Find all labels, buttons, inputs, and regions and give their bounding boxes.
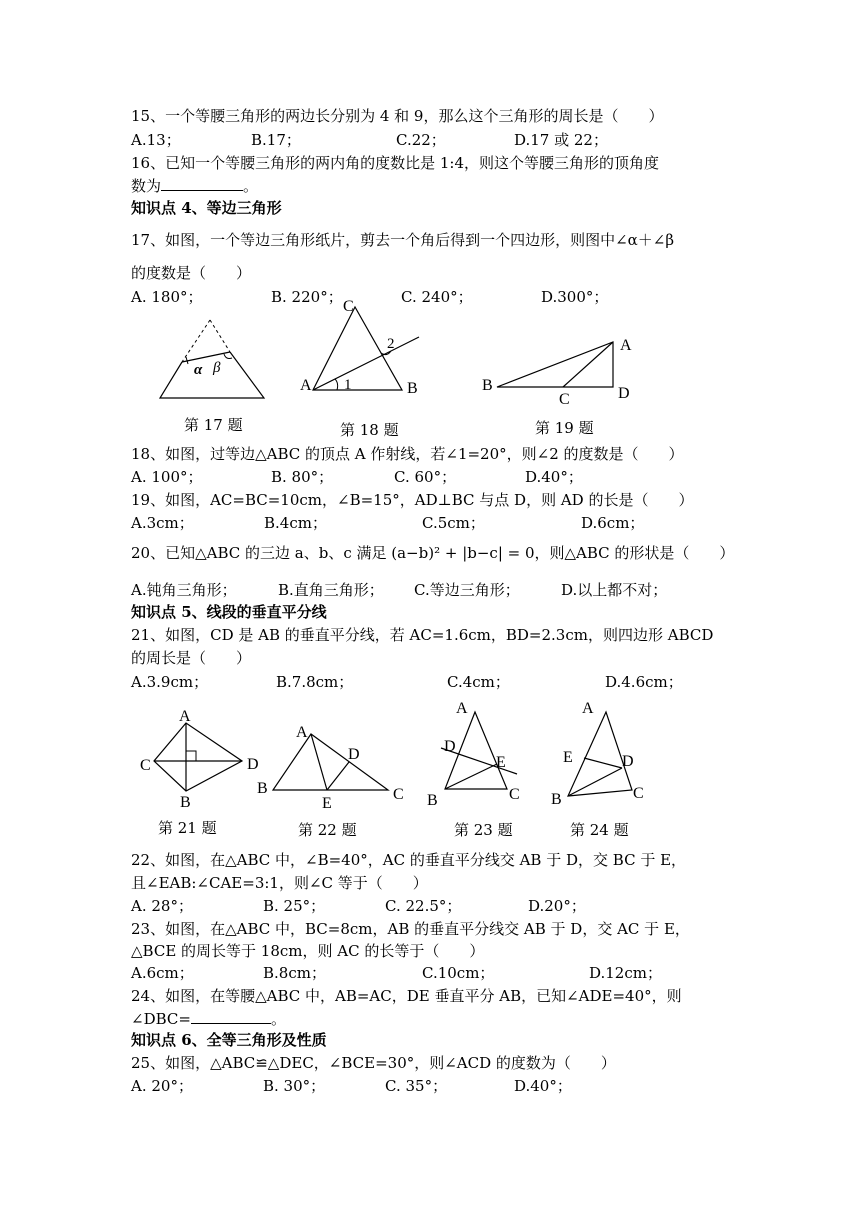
fig22-label-e: E xyxy=(322,795,332,812)
fig21-label-d: D xyxy=(247,756,259,773)
fig22-label-d: D xyxy=(348,746,360,763)
fig18-caption: 第 18 题 xyxy=(340,421,399,439)
fig18-label-a: A xyxy=(300,377,312,394)
q17-line1: 17、如图，一个等边三角形纸片，剪去一个角后得到一个四边形，则图中∠α＋∠β xyxy=(131,231,675,249)
q22-line1: 22、如图，在△ABC 中，∠B=40°，AC 的垂直平分线交 AB 于 D，交 BC 于 E， xyxy=(131,851,687,869)
q25-option-a: A. 20°； xyxy=(131,1077,193,1095)
fig23-label-b: B xyxy=(427,792,438,809)
q22-option-d: D.20°； xyxy=(528,897,586,915)
q20-option-c: C.等边三角形； xyxy=(414,581,520,599)
fig17-beta-label: β xyxy=(213,360,221,376)
q15-option-c: C.22； xyxy=(396,131,446,149)
fig19-label-c: C xyxy=(559,391,570,408)
q17-option-c: C. 240°； xyxy=(401,288,473,306)
fig21-label-b: B xyxy=(180,794,191,811)
q20-option-a: A.钝角三角形； xyxy=(131,581,237,599)
fig21-caption: 第 21 题 xyxy=(158,819,217,837)
fig18-label-c: C xyxy=(343,298,354,315)
q24-prefix: ∠DBC= xyxy=(131,1010,191,1028)
fig23-label-a: A xyxy=(456,700,468,717)
q17-line2: 的度数是（ ） xyxy=(131,264,252,282)
fig22-label-b: B xyxy=(257,780,268,797)
section-heading-6: 知识点 6、全等三角形及性质 xyxy=(131,1031,327,1049)
q17-option-d: D.300°； xyxy=(541,288,609,306)
q23-line1: 23、如图，在△ABC 中，BC=8cm，AB 的垂直平分线交 AB 于 D，交 AC 于 E， xyxy=(131,920,690,938)
fig18-label-2: 2 xyxy=(387,336,395,352)
q21-option-b: B.7.8cm； xyxy=(276,673,354,691)
fig21-label-a: A xyxy=(179,708,191,725)
fig17-caption: 第 17 题 xyxy=(184,416,243,434)
q22-option-b: B. 25°； xyxy=(263,897,326,915)
q23-option-d: D.12cm； xyxy=(589,964,662,982)
q21-option-a: A.3.9cm； xyxy=(131,673,209,691)
fig23-label-c: C xyxy=(509,786,520,803)
q17-option-b: B. 220°； xyxy=(271,288,343,306)
q18-stem: 18、如图，过等边△ABC 的顶点 A 作射线，若∠1=20°，则∠2 的度数是（ ） xyxy=(131,445,684,463)
fig19-label-b: B xyxy=(482,377,493,394)
figure-17 xyxy=(150,312,280,407)
q16-answer-blank[interactable] xyxy=(161,176,243,191)
fig19-label-a: A xyxy=(620,337,632,354)
q19-stem: 19、如图，AC=BC=10cm，∠B=15°，AD⊥BC 与点 D，则 AD 的长是（ ） xyxy=(131,491,694,509)
q25-option-b: B. 30°； xyxy=(263,1077,326,1095)
figure-23 xyxy=(425,698,535,810)
section-heading-5: 知识点 5、线段的垂直平分线 xyxy=(131,603,327,621)
q23-option-c: C.10cm； xyxy=(422,964,495,982)
fig17-alpha-label: α xyxy=(194,362,203,378)
q21-line2: 的周长是（ ） xyxy=(131,649,252,667)
q24-line2 xyxy=(131,1009,286,1029)
q21-line1: 21、如图，CD 是 AB 的垂直平分线，若 AC=1.6cm，BD=2.3cm，则四边形 ABCD xyxy=(131,626,714,644)
fig23-caption: 第 23 题 xyxy=(454,821,513,839)
q25-option-d: D.40°； xyxy=(514,1077,572,1095)
q15-option-d: D.17 或 22； xyxy=(514,131,608,149)
figure-21 xyxy=(138,705,268,810)
fig22-label-c: C xyxy=(393,786,404,803)
q20-option-d: D.以上都不对； xyxy=(561,581,668,599)
fig24-label-a: A xyxy=(582,700,594,717)
q19-option-a: A.3cm； xyxy=(131,514,194,532)
q16-prefix: 数为 xyxy=(131,177,162,195)
q24-answer-blank[interactable] xyxy=(191,1009,271,1024)
figure-18 xyxy=(295,295,430,405)
q16-line2 xyxy=(131,176,258,196)
q20-stem: 20、已知△ABC 的三边 a、b、c 满足 (a−b)² + |b−c| = 0，则△ABC 的形状是（ ） xyxy=(131,544,735,562)
fig23-label-e: E xyxy=(496,754,506,771)
q17-option-a: A. 180°； xyxy=(131,288,203,306)
q19-option-c: C.5cm； xyxy=(422,514,485,532)
fig21-label-c: C xyxy=(140,757,151,774)
fig24-label-b: B xyxy=(551,791,562,808)
fig19-label-d: D xyxy=(618,385,630,402)
fig18-label-b: B xyxy=(407,380,418,397)
fig24-caption: 第 24 题 xyxy=(570,821,629,839)
q22-option-a: A. 28°； xyxy=(131,897,193,915)
fig22-caption: 第 22 题 xyxy=(298,821,357,839)
q24-suffix: 。 xyxy=(270,1010,286,1028)
figure-24 xyxy=(548,698,668,810)
q18-option-d: D.40°； xyxy=(525,468,583,486)
q23-option-a: A.6cm； xyxy=(131,964,194,982)
q18-option-b: B. 80°； xyxy=(271,468,334,486)
q21-option-c: C.4cm； xyxy=(447,673,510,691)
q18-option-a: A. 100°； xyxy=(131,468,203,486)
q15-option-a: A.13； xyxy=(131,131,181,149)
q23-option-b: B.8cm； xyxy=(263,964,326,982)
fig24-label-e: E xyxy=(563,749,573,766)
figure-22 xyxy=(255,720,410,815)
q16-line1: 16、已知一个等腰三角形的两内角的度数比是 1:4，则这个等腰三角形的顶角度 xyxy=(131,154,659,172)
q15-option-b: B.17； xyxy=(251,131,301,149)
q25-stem: 25、如图，△ABC≌△DEC，∠BCE=30°，则∠ACD 的度数为（ ） xyxy=(131,1054,616,1072)
q23-line2: △BCE 的周长等于 18cm，则 AC 的长等于（ ） xyxy=(131,942,485,960)
fig18-label-1: 1 xyxy=(344,377,352,393)
q20-option-b: B.直角三角形； xyxy=(278,581,384,599)
q25-option-c: C. 35°； xyxy=(385,1077,448,1095)
q22-option-c: C. 22.5°； xyxy=(385,897,462,915)
q21-option-d: D.4.6cm； xyxy=(605,673,683,691)
fig23-label-d: D xyxy=(444,738,456,755)
fig22-label-a: A xyxy=(296,724,308,741)
q16-suffix: 。 xyxy=(243,177,259,195)
q19-option-d: D.6cm； xyxy=(581,514,645,532)
q19-option-b: B.4cm； xyxy=(264,514,327,532)
q15-stem: 15、一个等腰三角形的两边长分别为 4 和 9，那么这个三角形的周长是（ ） xyxy=(131,107,664,125)
fig24-label-c: C xyxy=(633,785,644,802)
figure-19 xyxy=(480,335,650,410)
fig24-label-d: D xyxy=(622,753,634,770)
section-heading-4: 知识点 4、等边三角形 xyxy=(131,199,282,217)
q22-line2: 且∠EAB:∠CAE=3:1，则∠C 等于（ ） xyxy=(131,874,428,892)
fig19-caption: 第 19 题 xyxy=(535,419,594,437)
q18-option-c: C. 60°； xyxy=(394,468,457,486)
q24-line1: 24、如图，在等腰△ABC 中，AB=AC，DE 垂直平分 AB，已知∠ADE=40°，则 xyxy=(131,987,682,1005)
